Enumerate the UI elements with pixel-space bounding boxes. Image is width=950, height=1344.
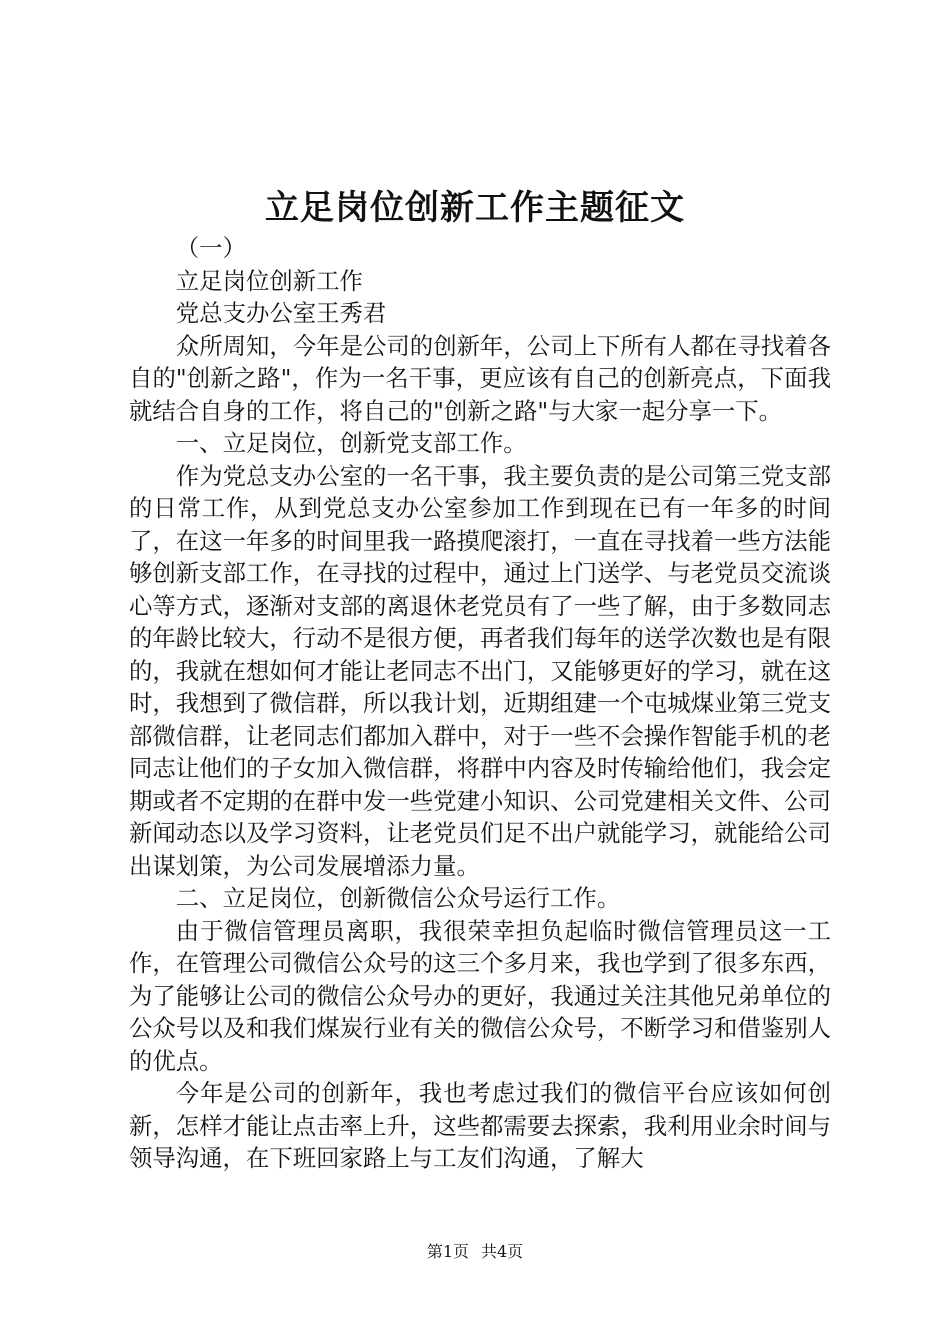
paragraph-section-number: （一） (175, 234, 246, 262)
page-number-total: 共4页 (481, 1242, 524, 1261)
paragraph-body-3: 今年是公司的创新年，我也考虑过我们的微信平台应该如何创新，怎样才能让点击率上升，这些都需要去探索，我利用业余时间与领导沟通，在下班回家路上与工友们沟通，了解大 (129, 1079, 831, 1172)
page-number-current: 第1页 (426, 1242, 469, 1261)
page-footer (0, 1240, 950, 1264)
paragraph-body-1: 作为党总支办公室的一名干事，我主要负责的是公司第三党支部的日常工作，从到党总支办公室参加工作到现在已有一年多的时间了，在这一年多的时间里我一路摸爬滚打，一直在寻找着一些方法能够创新支部工作，在寻找的过程中，通过上门送学、与老党员交流谈心等方式，逐渐对支部的离退休老党员有了一些了解，由于多数同志的年龄比较大，行动不是很方便，再者我们每年的送学次数也是有限的，我就在想如何才能让老同志不出门，又能够更好的学习，就在这时，我想到了微信群，所以我计划，近期组建一个屯城煤业第三党支部微信群，让老同志们都加入群中，对于一些不会操作智能手机的老同志让他们的子女加入微信群，将群中内容及时传输给他们，我会定期或者不定期的在群中发一些党建小知识、公司党建相关文件、公司新闻动态以及学习资料，让老党员们足不出户就能学习，就能给公司出谋划策，为公司发展增添力量。 (129, 461, 831, 880)
paragraph-body-2: 由于微信管理员离职，我很荣幸担负起临时微信管理员这一工作，在管理公司微信公众号的这三个多月来，我也学到了很多东西，为了能够让公司的微信公众号办的更好，我通过关注其他兄弟单位的公众号以及和我们煤炭行业有关的微信公众号，不断学习和借鉴别人的优点。 (129, 916, 831, 1075)
paragraph-subtitle: 立足岗位创新工作 (175, 266, 363, 295)
paragraph-author: 党总支办公室王秀君 (175, 299, 387, 327)
paragraph-heading-1: 一、立足岗位，创新党支部工作。 (175, 429, 527, 457)
document-body (129, 232, 831, 1175)
paragraph-intro: 众所周知，今年是公司的创新年，公司上下所有人都在寻找着各自的"创新之路"，作为一名干事，更应该有自己的创新亮点，下面我就结合自身的工作，将自己的"创新之路"与大家一起分享一下。 (129, 331, 831, 425)
paragraph-heading-2: 二、立足岗位，创新微信公众号运行工作。 (175, 884, 621, 912)
document-title: 立足岗位创新工作主题征文 (265, 188, 685, 228)
